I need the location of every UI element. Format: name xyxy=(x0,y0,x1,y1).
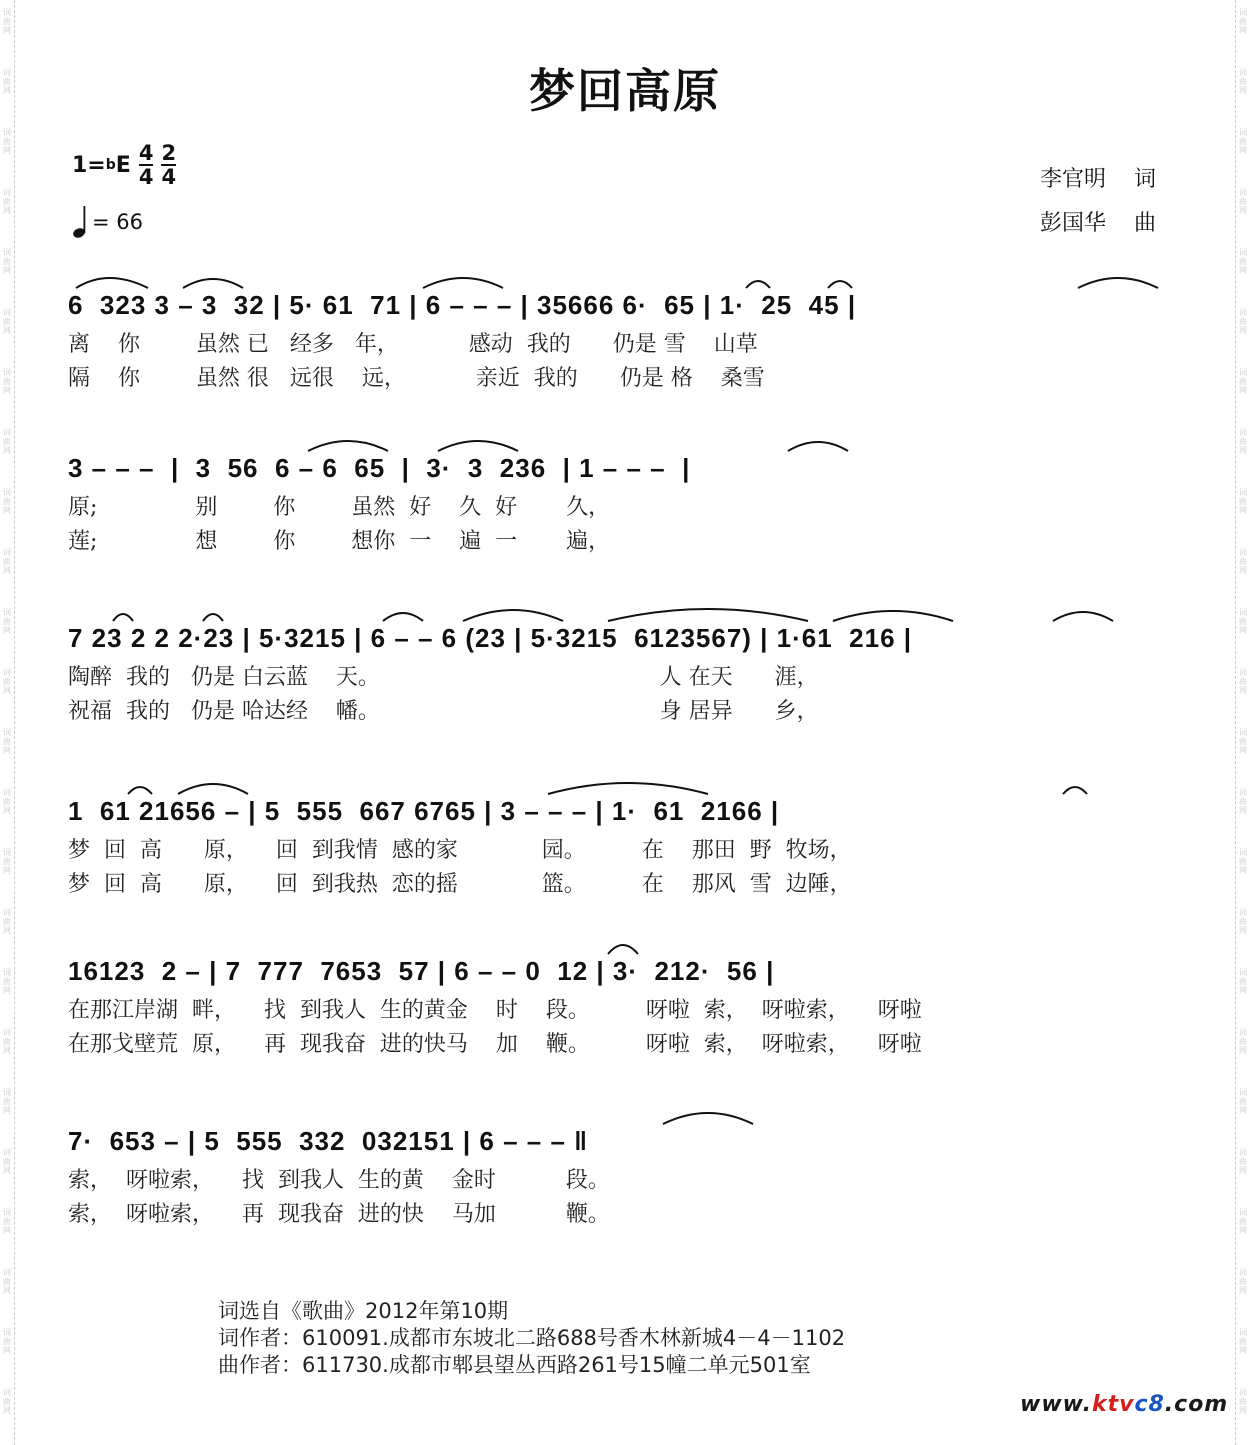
lyric-verse-2: 在那戈壁荒 原， 再 现我奋 进的快马 加 鞭。 呀啦 索， 呀啦索， 呀啦 xyxy=(68,1032,922,1057)
left-margin-strip xyxy=(0,0,15,1445)
margin-watermark-text: 词曲网 xyxy=(1239,908,1247,935)
composer-name: 彭国华 xyxy=(1040,211,1107,236)
quarter-note-icon xyxy=(72,204,88,240)
lyricist-credit xyxy=(1040,162,1156,193)
tempo-marking xyxy=(72,204,143,240)
lyric-verse-1: 原; 别 你 虽然 好 久 好 久， xyxy=(68,495,611,520)
margin-watermark-text: 词曲网 xyxy=(1239,68,1247,95)
lyricist-name: 李官明 xyxy=(1040,167,1107,192)
margin-watermark-text: 词曲网 xyxy=(3,308,11,335)
margin-watermark-text: 词曲网 xyxy=(1239,1088,1247,1115)
notation-line xyxy=(68,788,1180,834)
score-system-4 xyxy=(68,788,1180,902)
lyric-verse-2: 祝福 我的 仍是 哈达经 幡。 身 居异 乡， xyxy=(68,699,819,724)
lyric-verse-1: 梦 回 高 原， 回 到我情 感的家 园。 在 那田 野 牧场， xyxy=(68,838,852,863)
score-system-5 xyxy=(68,948,1180,1062)
margin-watermark-text: 词曲网 xyxy=(1239,188,1247,215)
margin-watermark-text: 词曲网 xyxy=(1239,608,1247,635)
lyric-verse-2: 梦 回 高 原， 回 到我热 恋的摇 篮。 在 那风 雪 边陲， xyxy=(68,872,852,897)
source-footer xyxy=(218,1298,845,1379)
site-watermark xyxy=(1020,1392,1228,1417)
notes: 7 23 2 2 2·23 | 5·3215 | 6 – – 6 (23 | 5·3215 6123567) | 1·61 216 | xyxy=(68,622,913,653)
slur-arcs xyxy=(68,601,1180,623)
margin-watermark-text: 词曲网 xyxy=(1239,1268,1247,1295)
margin-watermark-text: 词曲网 xyxy=(1239,788,1247,815)
margin-watermark-text: 词曲网 xyxy=(1239,668,1247,695)
tempo-value: = 66 xyxy=(92,210,143,234)
watermark-segment: ktv xyxy=(1091,1392,1135,1417)
lyric-verse-1: 索， 呀啦索， 找 到我人 生的黄 金时 段。 xyxy=(68,1168,610,1193)
margin-watermark-text: 词曲网 xyxy=(3,728,11,755)
slur-arcs xyxy=(68,774,1180,796)
watermark-segment: www. xyxy=(1020,1392,1092,1417)
margin-watermark-text: 词曲网 xyxy=(3,1388,11,1415)
score-system-3 xyxy=(68,615,1180,729)
meter-1-bottom: 4 xyxy=(138,165,154,189)
lyricist-role: 词 xyxy=(1134,167,1157,192)
margin-watermark-text: 词曲网 xyxy=(1239,848,1247,875)
margin-watermark-text: 词曲网 xyxy=(1239,1148,1247,1175)
lyric-verse-1: 陶醉 我的 仍是 白云蓝 天。 人 在天 涯， xyxy=(68,665,819,690)
margin-watermark-text: 词曲网 xyxy=(3,548,11,575)
margin-watermark-text: 词曲网 xyxy=(3,488,11,515)
margin-watermark-text: 词曲网 xyxy=(1239,308,1247,335)
composer-role: 曲 xyxy=(1134,211,1157,236)
margin-watermark-text: 词曲网 xyxy=(3,188,11,215)
margin-watermark-text: 词曲网 xyxy=(3,1328,11,1355)
notation-line xyxy=(68,948,1180,994)
song-title: 梦回高原 xyxy=(529,64,721,118)
meter-2-top: 2 xyxy=(161,141,177,165)
lyric-verse-1: 在那江岸湖 畔， 找 到我人 生的黄金 时 段。 呀啦 索， 呀啦索， 呀啦 xyxy=(68,998,922,1023)
lyricist-address: 词作者：610091.成都市东坡北二路688号香木林新城4－4－1102 xyxy=(218,1326,846,1350)
watermark-segment: c8 xyxy=(1134,1392,1165,1417)
margin-watermark-text: 词曲网 xyxy=(1239,1328,1247,1355)
margin-watermark-text: 词曲网 xyxy=(3,8,11,35)
notes: 6 323 3 – 3 32 | 5· 61 71 | 6 – – – | 35666 6· 65 | 1· 25 45 | xyxy=(68,289,857,320)
margin-watermark-text: 词曲网 xyxy=(1239,968,1247,995)
margin-watermark-text: 词曲网 xyxy=(1239,368,1247,395)
meter-2-bottom: 4 xyxy=(161,165,177,189)
flat-sign: b xyxy=(105,157,116,173)
margin-watermark-text: 词曲网 xyxy=(1239,1028,1247,1055)
margin-watermark-text: 词曲网 xyxy=(3,68,11,95)
source-line: 词选自《歌曲》2012年第10期 xyxy=(218,1299,509,1323)
notation-line xyxy=(68,615,1180,661)
slur-arcs xyxy=(68,1104,1180,1126)
margin-watermark-text: 词曲网 xyxy=(1239,428,1247,455)
margin-watermark-text: 词曲网 xyxy=(3,1208,11,1235)
right-margin-strip xyxy=(1235,0,1250,1445)
margin-watermark-text: 词曲网 xyxy=(3,1148,11,1175)
lyric-verse-2: 隔 你 虽然 很 远很 远， 亲近 我的 仍是 格 桑雪 xyxy=(68,366,765,391)
key-prefix: 1= xyxy=(72,152,106,178)
notes: 1 61 21656 – | 5 555 667 6765 | 3 – – – | 1· 61 2166 | xyxy=(68,795,780,826)
margin-watermark-text: 词曲网 xyxy=(3,668,11,695)
key-tonic: E xyxy=(115,152,131,178)
margin-watermark-text: 词曲网 xyxy=(1239,728,1247,755)
slur-arcs xyxy=(68,268,1180,290)
composer-credit xyxy=(1040,206,1156,237)
margin-watermark-text: 词曲网 xyxy=(1239,8,1247,35)
composer-address: 曲作者：611730.成都市郫县望丛西路261号15幢二单元501室 xyxy=(218,1353,811,1377)
notes: 7· 653 – | 5 555 332 032151 | 6 – – – ‖ xyxy=(68,1125,589,1156)
margin-watermark-text: 词曲网 xyxy=(3,788,11,815)
margin-watermark-text: 词曲网 xyxy=(3,428,11,455)
margin-watermark-text: 词曲网 xyxy=(3,1028,11,1055)
margin-watermark-text: 词曲网 xyxy=(3,908,11,935)
notes: 3 – – – | 3 56 6 – 6 65 | 3· 3 236 | 1 – – – | xyxy=(68,452,691,483)
margin-watermark-text: 词曲网 xyxy=(3,848,11,875)
score-system-1 xyxy=(68,282,1180,396)
margin-watermark-text: 词曲网 xyxy=(3,368,11,395)
margin-watermark-text: 词曲网 xyxy=(1239,548,1247,575)
margin-watermark-text: 词曲网 xyxy=(1239,1388,1247,1415)
lyric-verse-2: 莲; 想 你 想你 一 遍 一 遍， xyxy=(68,529,611,554)
margin-watermark-text: 词曲网 xyxy=(3,248,11,275)
margin-watermark-text: 词曲网 xyxy=(3,968,11,995)
margin-watermark-text: 词曲网 xyxy=(3,608,11,635)
notes: 16123 2 – | 7 777 7653 57 | 6 – – 0 12 | 3· 212· 56 | xyxy=(68,955,775,986)
meter-1-top: 4 xyxy=(138,141,154,165)
lyric-verse-2: 索， 呀啦索， 再 现我奋 进的快 马加 鞭。 xyxy=(68,1202,610,1227)
slur-arcs xyxy=(68,934,1180,956)
margin-watermark-text: 词曲网 xyxy=(1239,1208,1247,1235)
notation-line xyxy=(68,445,1180,491)
slur-arcs xyxy=(68,431,1180,453)
margin-watermark-text: 词曲网 xyxy=(3,1088,11,1115)
margin-watermark-text: 词曲网 xyxy=(3,1268,11,1295)
time-signature-1 xyxy=(139,142,154,188)
notation-line xyxy=(68,282,1180,328)
lyric-verse-1: 离 你 虽然 已 经多 年， 感动 我的 仍是 雪 山草 xyxy=(68,332,758,357)
margin-watermark-text: 词曲网 xyxy=(3,128,11,155)
watermark-segment: .com xyxy=(1164,1392,1229,1417)
score-system-6 xyxy=(68,1118,1180,1232)
margin-watermark-text: 词曲网 xyxy=(1239,488,1247,515)
time-signature-2 xyxy=(161,142,176,188)
margin-watermark-text: 词曲网 xyxy=(1239,248,1247,275)
notation-line xyxy=(68,1118,1180,1164)
score-system-2 xyxy=(68,445,1180,559)
key-signature xyxy=(72,142,176,188)
margin-watermark-text: 词曲网 xyxy=(1239,128,1247,155)
